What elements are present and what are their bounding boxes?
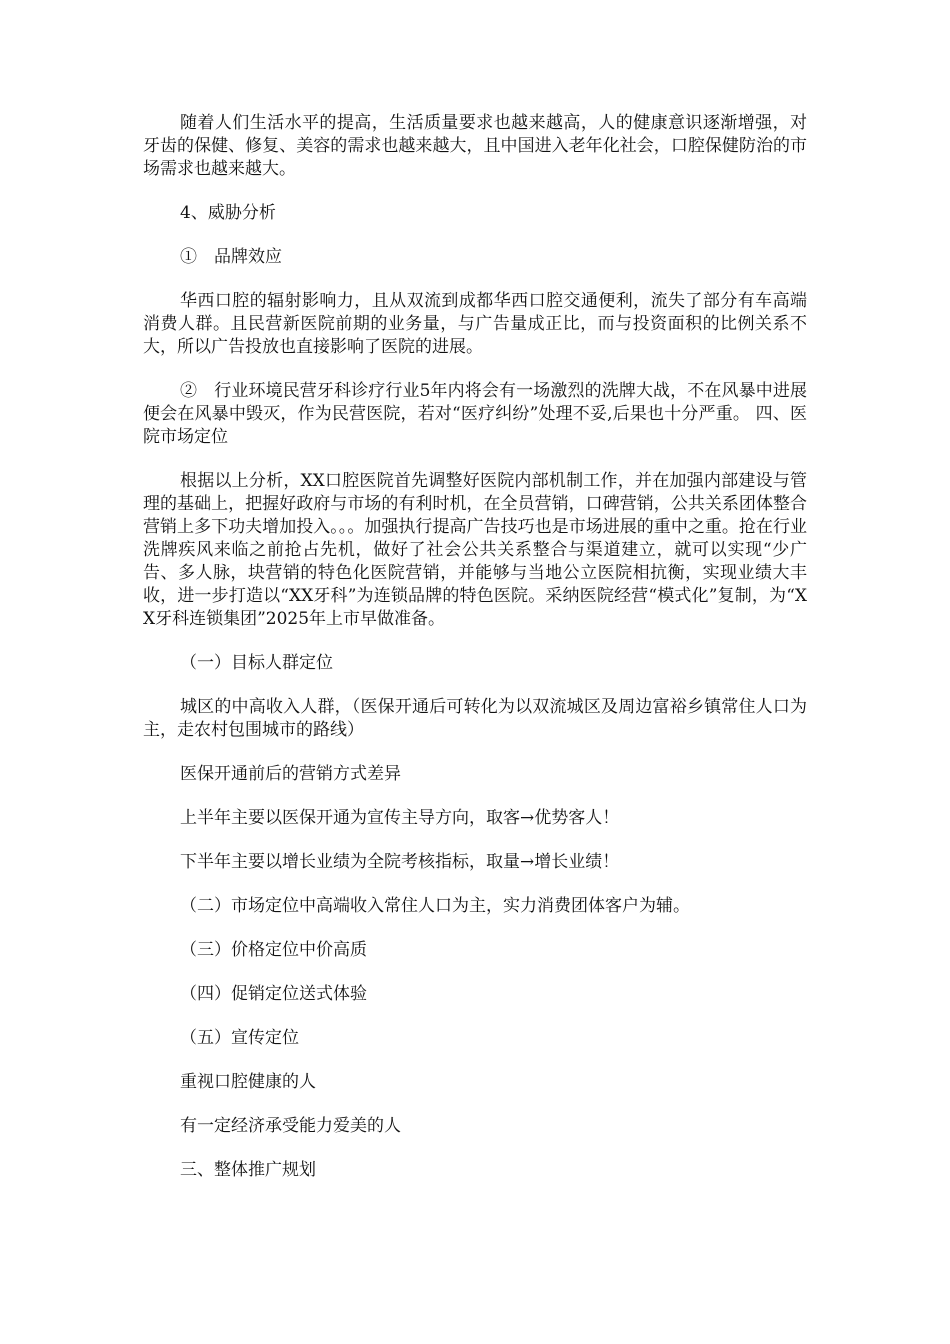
paragraph-second-half-year: 下半年主要以增长业绩为全院考核指标，取量→增长业绩！ <box>180 852 620 872</box>
paragraph-urban-income-group: 城区的中高收入人群，（医保开通后可转化为以双流城区及周边富裕乡镇常住人口为主，走农村包围城市的路线） <box>143 697 807 740</box>
heading-market-positioning: （二）市场定位中高端收入常住人口为主，实力消费团体客户为辅。 <box>180 896 690 916</box>
paragraph-market-analysis: 根据以上分析，XX口腔医院首先调整好医院内部机制工作，并在加强内部建设与管理的基础上，把握好政府与市场的有利时机，在全员营销，口碑营销，公共关系团体整合营销上多下功夫增加投入。。。加强执行提高广告技巧也是市场进展的重中之重。抢在行业洗牌疾风来临之前抢占先机，做好了社会公共关系整合与渠道建立，就可以实现“少广告、多人脉，块营销的特色化医院营销，并能够与当地公立医院相抗衡，实现业绩大丰收，进一步打造以“XX牙科”为连锁品牌的特色医院。采纳医院经营“模式化”复制，为“XX牙科连锁集团”2025年上市早做准备。 <box>143 471 807 629</box>
heading-target-group: （一）目标人群定位 <box>180 653 333 673</box>
paragraph-health-awareness: 随着人们生活水平的提高，生活质量要求也越来越高，人的健康意识逐渐增强，对牙齿的保健、修复、美容的需求也越来越大，且中国进入老年化社会，口腔保健防治的市场需求也越来越大。 <box>143 113 807 179</box>
item-brand-effect: ① 品牌效应 <box>180 247 282 267</box>
paragraph-first-half-year: 上半年主要以医保开通为宣传主导方向，取客→优势客人！ <box>180 808 620 828</box>
heading-promotion-positioning: （四）促销定位送式体验 <box>180 984 367 1004</box>
paragraph-affordable-beauty-people: 有一定经济承受能力爱美的人 <box>180 1116 401 1136</box>
heading-overall-promotion-plan: 三、整体推广规划 <box>180 1160 316 1180</box>
document-page <box>143 112 807 1203</box>
paragraph-marketing-difference: 医保开通前后的营销方式差异 <box>180 764 401 784</box>
heading-threat-analysis: 4、威胁分析 <box>180 203 276 223</box>
paragraph-oral-health-people: 重视口腔健康的人 <box>180 1072 316 1092</box>
paragraph-huaxi-influence: 华西口腔的辐射影响力，且从双流到成都华西口腔交通便利，流失了部分有车高端消费人群。且民营新医院前期的业务量，与广告量成正比，而与投资面积的比例关系不大，所以广告投放也直接影响了医院的进展。 <box>143 291 807 357</box>
heading-publicity-positioning: （五）宣传定位 <box>180 1028 299 1048</box>
heading-price-positioning: （三）价格定位中价高质 <box>180 940 367 960</box>
paragraph-industry-environment: ② 行业环境民营牙科诊疗行业5年内将会有一场激烈的洗牌大战，不在风暴中进展便会在风暴中毁灭，作为民营医院，若对“医疗纠纷”处理不妥,后果也十分严重。 四、医院市场定位 <box>143 381 807 447</box>
